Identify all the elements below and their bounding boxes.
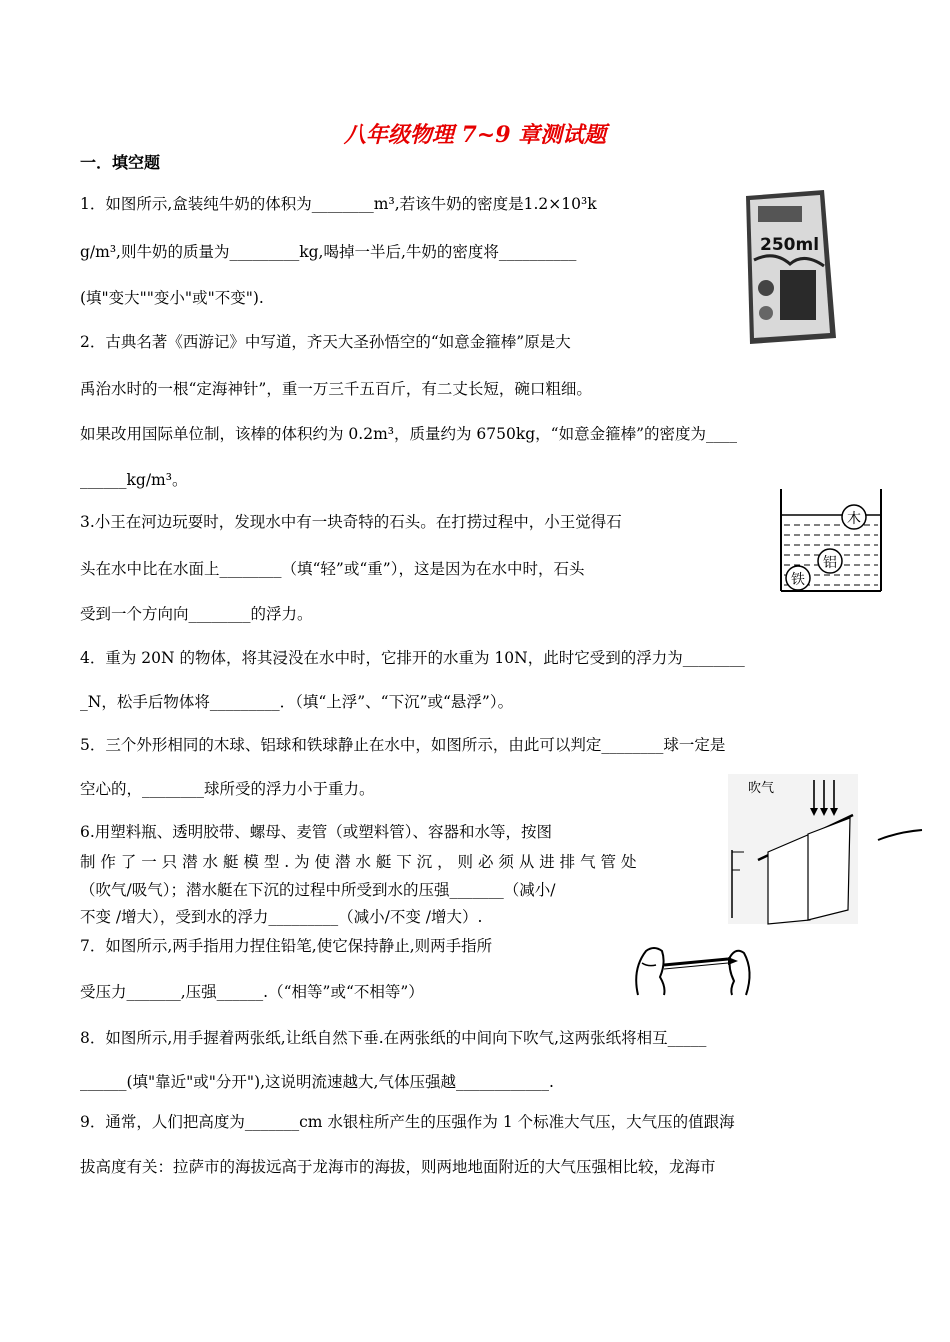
section-heading: 一．填空题 bbox=[80, 153, 161, 172]
question-3-line-1: 3.小王在河边玩耍时，发现水中有一块奇特的石头。在打捞过程中，小王觉得石 bbox=[80, 513, 622, 531]
stray-mark bbox=[876, 828, 926, 848]
question-7-line-2: 受压力_______,压强______.（“相等”或“不相等”） bbox=[80, 983, 424, 1001]
question-9-line-1: 9．通常，人们把高度为_______cm 水银柱所产生的压强作为 1 个标准大气压，大气压的值跟海 bbox=[80, 1113, 735, 1131]
question-2-line-2: 禹治水时的一根“定海神针”，重一万三千五百斤，有二丈长短，碗口粗细。 bbox=[80, 380, 592, 398]
aluminum-ball-label: 铝 bbox=[823, 555, 837, 571]
beaker-balls-figure bbox=[778, 487, 884, 595]
question-8-line-2: ______(填"靠近"或"分开"),这说明流速越大,气体压强越____________. bbox=[80, 1073, 554, 1091]
question-6-line-1: 6.用塑料瓶、透明胶带、螺母、麦管（或塑料管）、容器和水等，按图 bbox=[80, 823, 553, 841]
question-5-line-1: 5．三个外形相同的木球、铝球和铁球静止在水中，如图所示，由此可以判定________球一定是 bbox=[80, 736, 726, 754]
question-8-line-1: 8．如图所示,用手握着两张纸,让纸自然下垂.在两张纸的中间向下吹气,这两张纸将相互_____ bbox=[80, 1029, 707, 1047]
question-5-line-2: 空心的，________球所受的浮力小于重力。 bbox=[80, 780, 375, 798]
question-2-line-1: 2．古典名著《西游记》中写道，齐天大圣孙悟空的“如意金箍棒”原是大 bbox=[80, 333, 571, 351]
question-6-line-4: 不变 /增大），受到水的浮力_________（减小/不变 /增大）. bbox=[80, 908, 483, 926]
blowing-papers-figure bbox=[718, 770, 868, 930]
blow-label: 吹气 bbox=[748, 781, 775, 796]
wood-ball-label: 木 bbox=[847, 511, 861, 527]
question-6-line-3: （吹气/吸气）；潜水艇在下沉的过程中所受到水的压强_______（减小/ bbox=[80, 881, 556, 899]
question-6-line-2: 制 作 了 一 只 潜 水 艇 模 型 . 为 使 潜 水 艇 下 沉 ， 则 必 须 从 进 排 气 管 处 bbox=[80, 853, 637, 871]
question-4-line-1: 4．重为 20N 的物体，将其浸没在水中时，它排开的水重为 10N，此时它受到的浮力为________ bbox=[80, 649, 745, 667]
question-2-line-3: 如果改用国际单位制，该棒的体积约为 0.2m³，质量约为 6750kg，“如意金箍棒”的密度为____ bbox=[80, 425, 738, 443]
question-2-line-4: ______kg/m³。 bbox=[80, 471, 188, 489]
question-7-line-1: 7．如图所示,两手指用力捏住铅笔,使它保持静止,则两手指所 bbox=[80, 937, 493, 955]
page-title: 八年级物理 7~9 章测试题 bbox=[343, 122, 607, 148]
question-3-line-2: 头在水中比在水面上________（填“轻”或“重”），这是因为在水中时，石头 bbox=[80, 560, 585, 578]
question-4-line-2: _N，松手后物体将_________．（填“上浮”、“下沉”或“悬浮”）。 bbox=[80, 693, 514, 711]
question-9-line-2: 拔高度有关：拉萨市的海拔远高于龙海市的海拔，则两地地面附近的大气压强相比较，龙海市 bbox=[80, 1158, 716, 1176]
milk-volume-label: 250ml bbox=[760, 235, 820, 255]
pencil-fingers-figure bbox=[628, 935, 758, 999]
question-1-line-3: (填"变大""变小"或"不变"). bbox=[80, 289, 264, 307]
iron-ball-label: 铁 bbox=[791, 572, 805, 588]
milk-carton-figure bbox=[740, 188, 840, 348]
question-1-line-1: 1．如图所示,盒装纯牛奶的体积为________m³,若该牛奶的密度是1.2×10³k bbox=[80, 195, 597, 213]
question-3-line-3: 受到一个方向向________的浮力。 bbox=[80, 605, 313, 623]
question-1-line-2: g/m³,则牛奶的质量为_________kg,喝掉一半后,牛奶的密度将__________ bbox=[80, 243, 577, 261]
